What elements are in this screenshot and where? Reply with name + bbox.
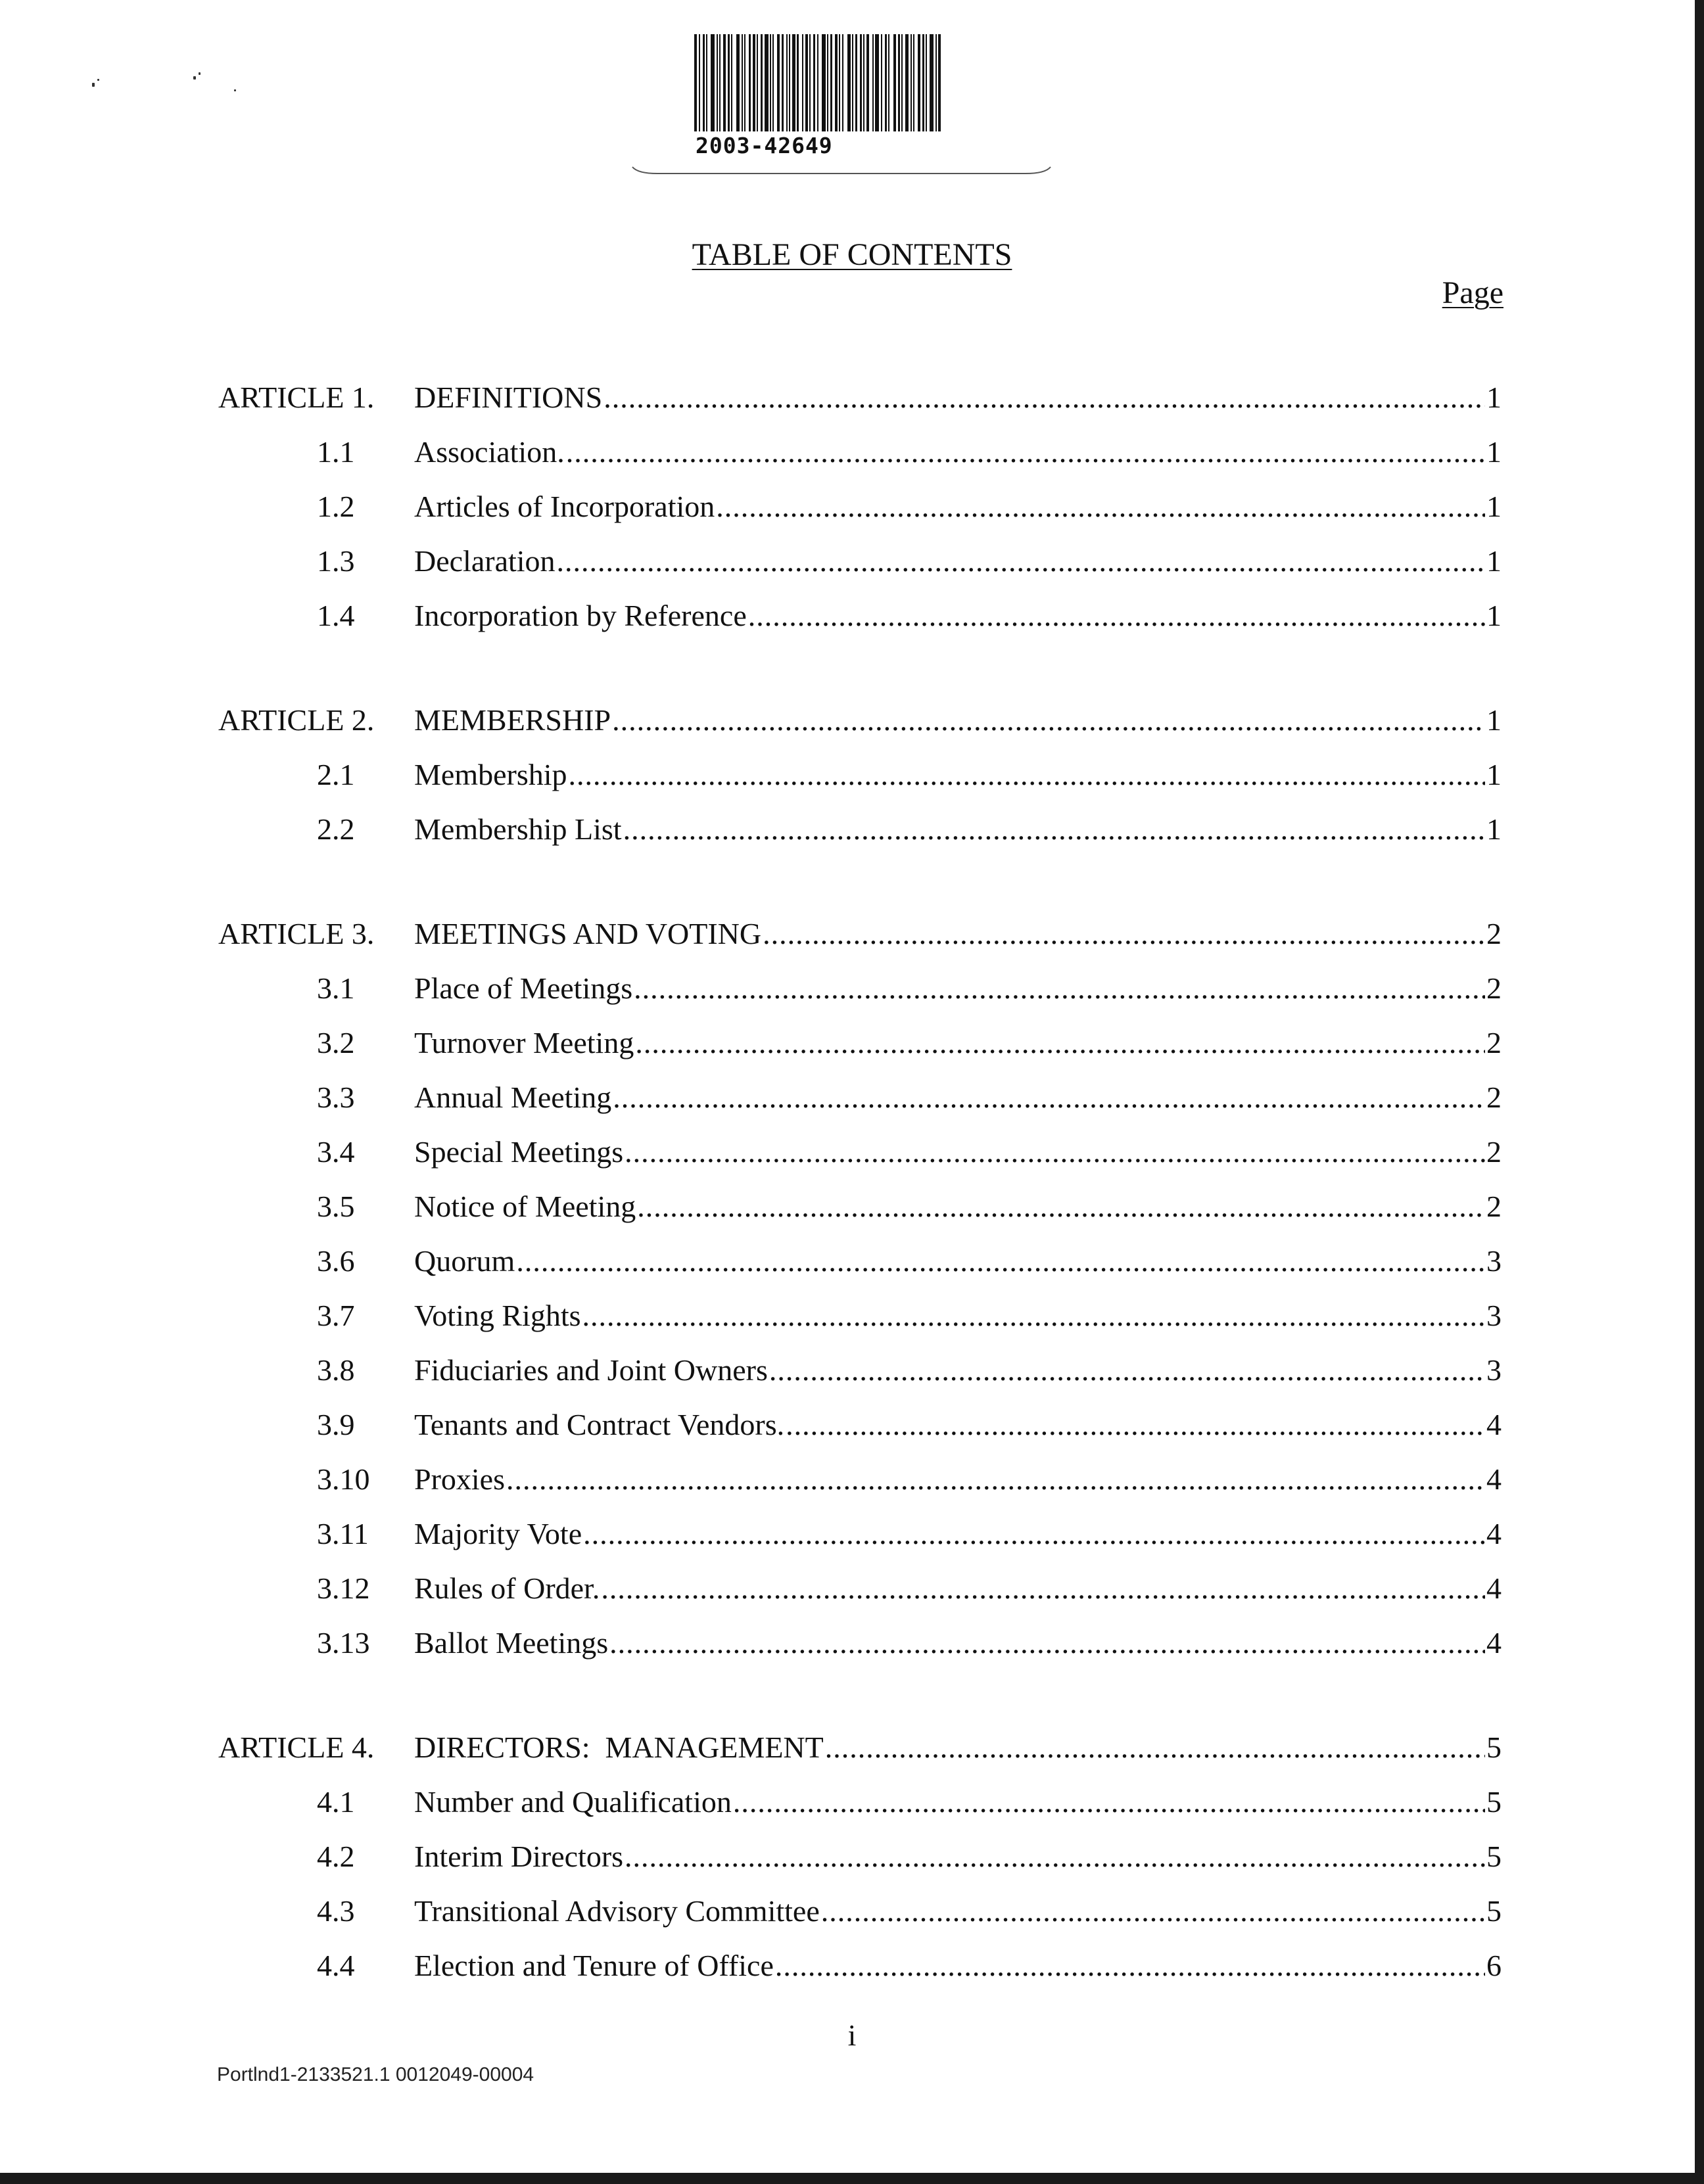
dot-leader [733,1784,1485,1819]
dot-leader [821,1894,1485,1928]
page-number: 5 [1486,1840,1502,1873]
toc-article-row[interactable] [0,703,1704,745]
page-number: 2 [1486,971,1502,1005]
section-title: Notice of Meeting [414,1190,636,1223]
dot-leader [612,703,1485,737]
section-number: 3.2 [317,1026,355,1059]
article-label: ARTICLE 3. [218,917,375,950]
section-number: 3.9 [317,1408,355,1441]
document-id: Portlnd1-2133521.1 0012049-00004 [217,2064,534,2085]
page-number: 1 [1486,490,1502,523]
page-number: 4 [1486,1571,1502,1605]
dot-leader [825,1730,1485,1765]
dot-leader [604,380,1485,415]
page-number: 1 [1486,812,1502,846]
toc-article-row[interactable] [0,916,1704,958]
page-number: 1 [1486,435,1502,469]
page-number: 4 [1486,1462,1502,1496]
toc-section-row[interactable] [0,757,1704,799]
section-number: 3.10 [317,1462,370,1496]
page-folio: i [847,2018,857,2052]
toc-section-row[interactable] [0,1462,1704,1504]
section-title: Transitional Advisory Committee [414,1894,820,1928]
section-title: Articles of Incorporation [414,490,715,523]
section-title: Voting Rights [414,1299,581,1332]
dot-leader [716,489,1485,524]
section-title: Special Meetings [414,1135,624,1169]
section-title: Proxies [414,1462,505,1496]
dot-leader [763,916,1485,951]
toc-section-row[interactable] [0,489,1704,531]
section-number: 4.2 [317,1840,355,1873]
toc-section-row[interactable] [0,434,1704,476]
article-label: ARTICLE 4. [218,1731,375,1764]
section-title: Membership [414,758,567,791]
page-number: 2 [1486,1135,1502,1169]
article-title: DEFINITIONS [414,381,603,414]
dot-leader [635,1025,1485,1060]
page-number: 3 [1486,1244,1502,1278]
toc-title: TABLE OF CONTENTS [692,237,1012,272]
section-number: 3.6 [317,1244,355,1278]
dot-leader [637,1189,1485,1224]
toc-section-row[interactable] [0,544,1704,586]
toc-section-row[interactable] [0,1625,1704,1667]
page-number: 4 [1486,1626,1502,1660]
toc-article-row[interactable] [0,380,1704,422]
dot-leader [557,544,1485,578]
section-title: Tenants and Contract Vendors. [414,1408,785,1441]
section-number: 3.3 [317,1080,355,1114]
page-number: 3 [1486,1299,1502,1332]
page-number: 3 [1486,1353,1502,1387]
section-number: 3.7 [317,1299,355,1332]
dot-leader [506,1462,1485,1497]
section-number: 3.8 [317,1353,355,1387]
section-number: 3.4 [317,1135,355,1169]
section-number: 4.4 [317,1949,355,1982]
dot-leader [786,1407,1485,1442]
article-title: DIRECTORS: MANAGEMENT [414,1731,824,1764]
article-title: MEETINGS AND VOTING [414,917,762,950]
section-title: Incorporation by Reference [414,599,747,632]
page-number: 5 [1486,1785,1502,1819]
section-number: 2.2 [317,812,355,846]
dot-leader [625,1134,1485,1169]
toc-section-row[interactable] [0,1894,1704,1936]
dot-leader [634,971,1485,1006]
section-number: 1.4 [317,599,355,632]
page-number: 1 [1486,599,1502,632]
article-label: ARTICLE 1. [218,381,375,414]
toc-section-row[interactable] [0,1025,1704,1067]
section-title: Number and Qualification [414,1785,732,1819]
page-column-header: Page [1442,275,1503,310]
section-title: Place of Meetings [414,971,633,1005]
section-number: 3.13 [317,1626,370,1660]
section-title: Declaration [414,544,556,578]
dot-leader [601,1571,1485,1606]
section-title: Quorum [414,1244,515,1278]
section-number: 4.1 [317,1785,355,1819]
dot-leader [625,1839,1485,1874]
toc-section-row[interactable] [0,1784,1704,1826]
page-number: 2 [1486,1080,1502,1114]
toc-section-row[interactable] [0,598,1704,640]
page-number: 1 [1486,703,1502,737]
toc-section-row[interactable] [0,1298,1704,1340]
section-title: Turnover Meeting [414,1026,634,1059]
toc-section-row[interactable] [0,812,1704,854]
toc-section-row[interactable] [0,971,1704,1013]
page-number: 1 [1486,544,1502,578]
toc-section-row[interactable] [0,1407,1704,1449]
section-title: Association. [414,435,565,469]
dot-leader [582,1298,1486,1333]
section-title: Fiduciaries and Joint Owners [414,1353,768,1387]
dot-leader [748,598,1485,633]
section-title: Majority Vote [414,1517,582,1550]
page-number: 1 [1486,758,1502,791]
dot-leader [769,1353,1485,1387]
section-number: 2.1 [317,758,355,791]
section-title: Interim Directors [414,1840,624,1873]
section-title: Ballot Meetings [414,1626,609,1660]
page-number: 4 [1486,1408,1502,1441]
section-title: Annual Meeting [414,1080,612,1114]
section-number: 1.2 [317,490,355,523]
section-number: 3.12 [317,1571,370,1605]
page-number: 2 [1486,1026,1502,1059]
page-number: 2 [1486,917,1502,950]
dot-leader [516,1243,1485,1278]
dot-leader [569,757,1485,792]
page-number: 2 [1486,1190,1502,1223]
section-number: 1.3 [317,544,355,578]
section-title: Rules of Order. [414,1571,600,1605]
page-number: 6 [1486,1949,1502,1982]
dot-leader [613,1080,1485,1115]
section-number: 3.11 [317,1517,369,1550]
toc-section-row[interactable] [0,1189,1704,1231]
toc-section-row[interactable] [0,1243,1704,1286]
page-number: 5 [1486,1894,1502,1928]
toc-section-row[interactable] [0,1080,1704,1122]
dot-leader [566,434,1485,469]
dot-leader [775,1948,1485,1983]
section-number: 3.5 [317,1190,355,1223]
section-number: 1.1 [317,435,355,469]
page-number: 1 [1486,381,1502,414]
article-title: MEMBERSHIP [414,703,611,737]
toc-section-row[interactable] [0,1134,1704,1176]
section-title: Election and Tenure of Office [414,1949,774,1982]
dot-leader [583,1516,1485,1551]
toc-section-row[interactable] [0,1839,1704,1881]
section-title: Membership List [414,812,622,846]
toc-article-row[interactable] [0,1730,1704,1772]
page-number: 5 [1486,1731,1502,1764]
barcode-number: 2003-42649 [696,133,833,158]
dot-leader [623,812,1485,847]
page-number: 4 [1486,1517,1502,1550]
section-number: 4.3 [317,1894,355,1928]
section-number: 3.1 [317,971,355,1005]
toc-section-row[interactable] [0,1948,1704,1990]
dot-leader [609,1625,1485,1660]
article-label: ARTICLE 2. [218,703,375,737]
toc-section-row[interactable] [0,1571,1704,1613]
toc-section-row[interactable] [0,1353,1704,1395]
toc-section-row[interactable] [0,1516,1704,1558]
